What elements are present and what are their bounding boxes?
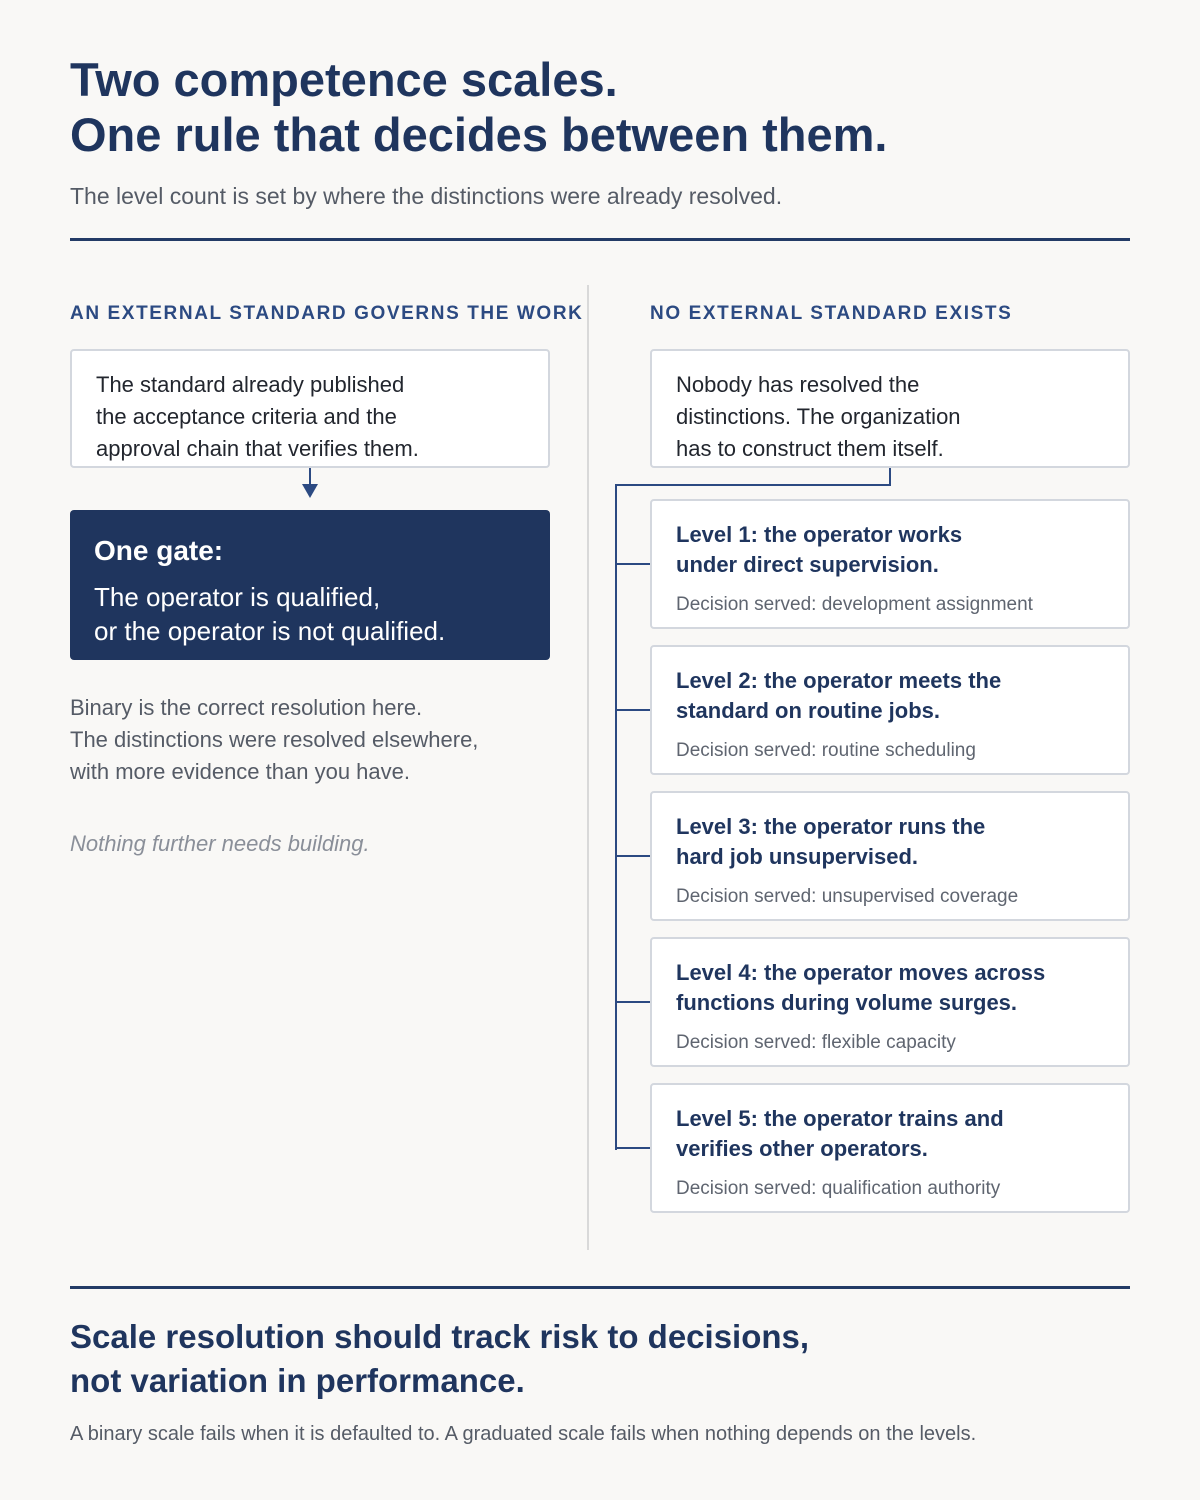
level-2-card: [650, 645, 1130, 775]
level-title-line: Level 5: the operator trains and: [676, 1106, 1004, 1131]
level-title-line: Level 1: the operator works: [676, 522, 963, 547]
page-subtitle: The level count is set by where the distinctions were already resolved.: [70, 183, 783, 209]
connector-branch: [615, 1147, 650, 1149]
level-title-line: Level 3: the operator runs the: [676, 814, 986, 839]
level-decision: Decision served: routine scheduling: [676, 740, 976, 761]
level-decision: Decision served: development assignment: [676, 594, 1033, 615]
right-standard-text: [676, 369, 961, 465]
level-title-line: functions during volume surges.: [676, 990, 1018, 1015]
level-title-line: standard on routine jobs.: [676, 698, 941, 723]
connector-branch: [615, 855, 650, 857]
level-title-line: Level 2: the operator meets the: [676, 668, 1002, 693]
one-gate-box: [70, 510, 550, 660]
connector-horizontal: [615, 484, 891, 486]
level-decision: Decision served: qualification authority: [676, 1178, 1001, 1199]
level-decision: Decision served: unsupervised coverage: [676, 886, 1019, 907]
binary-explanation: [70, 692, 478, 788]
page-title: [70, 52, 1130, 162]
level-title-line: under direct supervision.: [676, 552, 939, 577]
level-title-line: Level 4: the operator moves across: [676, 960, 1046, 985]
level-1-card: [650, 499, 1130, 629]
left-standard-text: [96, 369, 419, 465]
italic-note: Nothing further needs building.: [70, 831, 370, 856]
conclusion-heading: [70, 1315, 809, 1403]
level-3-card: [650, 791, 1130, 921]
note-line: The distinctions were resolved elsewhere,: [70, 727, 479, 752]
level-5-card: [650, 1083, 1130, 1213]
note-line: with more evidence than you have.: [70, 759, 410, 784]
title-line-1: Two competence scales.: [70, 53, 618, 106]
right-box-line: distinctions. The organization: [676, 404, 961, 429]
left-box-line: The standard already published: [96, 372, 405, 397]
left-box-line: the acceptance criteria and the: [96, 404, 397, 429]
column-divider: [587, 285, 589, 1250]
right-column-label: NO EXTERNAL STANDARD EXISTS: [650, 303, 1013, 324]
gate-line: or the operator is not qualified.: [94, 616, 446, 646]
gate-title: One gate:: [94, 535, 224, 566]
connector-spine: [615, 484, 617, 1150]
conclusion-line: not variation in performance.: [70, 1362, 525, 1399]
level-4-card: [650, 937, 1130, 1067]
title-line-2: One rule that decides between them.: [70, 108, 888, 161]
level-title: [676, 1104, 1004, 1164]
connector-branch: [615, 709, 650, 711]
bottom-divider-rule: [70, 1286, 1130, 1289]
level-decision: Decision served: flexible capacity: [676, 1032, 956, 1053]
conclusion-line: Scale resolution should track risk to decisions,: [70, 1318, 810, 1355]
connector-branch: [615, 563, 650, 565]
down-arrow-icon: [302, 484, 318, 498]
level-title-line: hard job unsupervised.: [676, 844, 919, 869]
gate-line: The operator is qualified,: [94, 582, 381, 612]
footer-note: A binary scale fails when it is defaulted to. A graduated scale fails when nothing depends on the levels.: [70, 1423, 977, 1445]
level-title: [676, 958, 1045, 1018]
right-standard-box: [650, 349, 1130, 468]
top-divider-rule: [70, 238, 1130, 241]
left-box-line: approval chain that verifies them.: [96, 436, 419, 461]
gate-body: [94, 580, 445, 648]
left-column-label: AN EXTERNAL STANDARD GOVERNS THE WORK: [70, 303, 584, 324]
level-title: [676, 666, 1001, 726]
connector-branch: [615, 1001, 650, 1003]
note-line: Binary is the correct resolution here.: [70, 695, 423, 720]
left-standard-box: [70, 349, 550, 468]
level-title-line: verifies other operators.: [676, 1136, 928, 1161]
right-box-line: has to construct them itself.: [676, 436, 944, 461]
right-box-line: Nobody has resolved the: [676, 372, 920, 397]
level-title: [676, 520, 962, 580]
level-title: [676, 812, 985, 872]
